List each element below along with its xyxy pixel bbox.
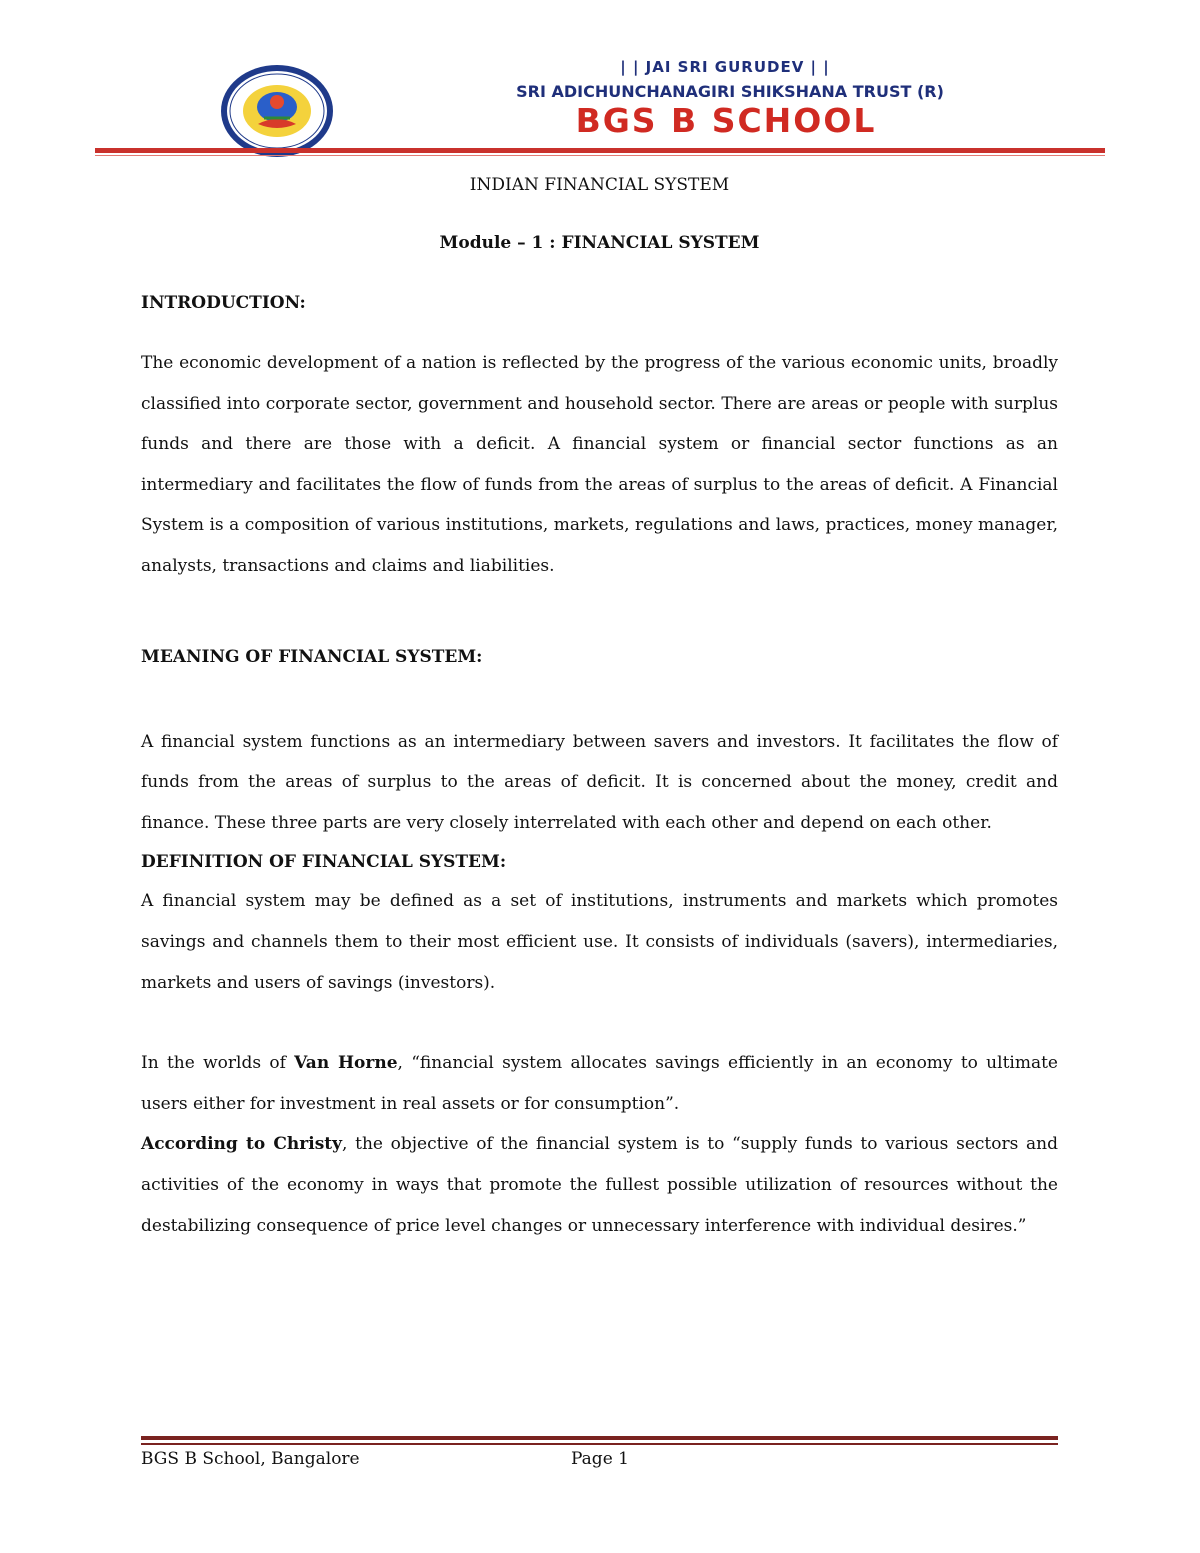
module-title: Module – 1 : FINANCIAL SYSTEM xyxy=(439,233,760,253)
christy-prefix: According to Christy xyxy=(141,1134,343,1155)
footer-school-location: BGS B School, Bangalore xyxy=(141,1449,360,1469)
christy-paragraph xyxy=(141,1124,1058,1246)
header-divider xyxy=(95,148,1105,153)
document-title: INDIAN FINANCIAL SYSTEM xyxy=(469,175,730,195)
footer-page-number: Page 1 xyxy=(571,1449,629,1469)
meaning-paragraph: A financial system functions as an intermediary between savers and investors. It facilitates the flow of funds from the areas of surplus to the areas of deficit. It is concerned about the money, credit and finance. These three parts are very closely interrelated with each other and depend on each other. xyxy=(141,731,1058,833)
definition-heading: DEFINITION OF FINANCIAL SYSTEM: xyxy=(141,852,507,873)
school-name: BGS B SCHOOL xyxy=(575,101,877,140)
van-horne-quote: , “financial system allocates savings efficiently in an economy to ultimate users either for investment in real assets or for consumption”. xyxy=(141,1053,1058,1114)
definition-paragraph: A financial system may be defined as a set of institutions, instruments and markets which promotes savings and channels them to their most efficient use. It consists of individuals (savers), intermediaries, markets and users of savings (investors). xyxy=(141,891,1058,993)
trust-name: SRI ADICHUNCHANAGIRI SHIKSHANA TRUST (R) xyxy=(516,82,944,101)
christy-quote: , the objective of the financial system is to “supply funds to various sectors and activities of the economy in ways that promote the fullest possible utilization of resources without the destabilizing consequence of price level changes or unnecessary interference with individual desires.” xyxy=(141,1134,1058,1236)
introduction-heading: INTRODUCTION: xyxy=(141,293,306,313)
trust-motto: | | JAI SRI GURUDEV | | xyxy=(620,58,830,76)
van-horne-paragraph xyxy=(141,1043,1058,1124)
page-header xyxy=(0,0,1200,170)
meaning-heading: MEANING OF FINANCIAL SYSTEM: xyxy=(141,646,483,667)
van-horne-prefix: In the worlds of xyxy=(141,1053,295,1074)
header-divider-shadow xyxy=(95,155,1105,156)
document-body xyxy=(141,170,1058,1246)
footer-divider xyxy=(141,1436,1058,1440)
school-logo xyxy=(218,62,336,160)
introduction-paragraph: The economic development of a nation is reflected by the progress of the various economic units, broadly classified into corporate sector, government and household sector. There are areas or people with surplus funds and there are those with a deficit. A financial system or financial sector functions as an intermediary and facilitates the flow of funds from the areas of surplus to the areas of deficit. A Financial System is a composition of various institutions, markets, regulations and laws, practices, money manager, analysts, transactions and claims and liabilities. xyxy=(141,353,1058,576)
footer-divider-thin xyxy=(141,1443,1058,1445)
van-horne-name: Van Horne xyxy=(294,1053,398,1074)
